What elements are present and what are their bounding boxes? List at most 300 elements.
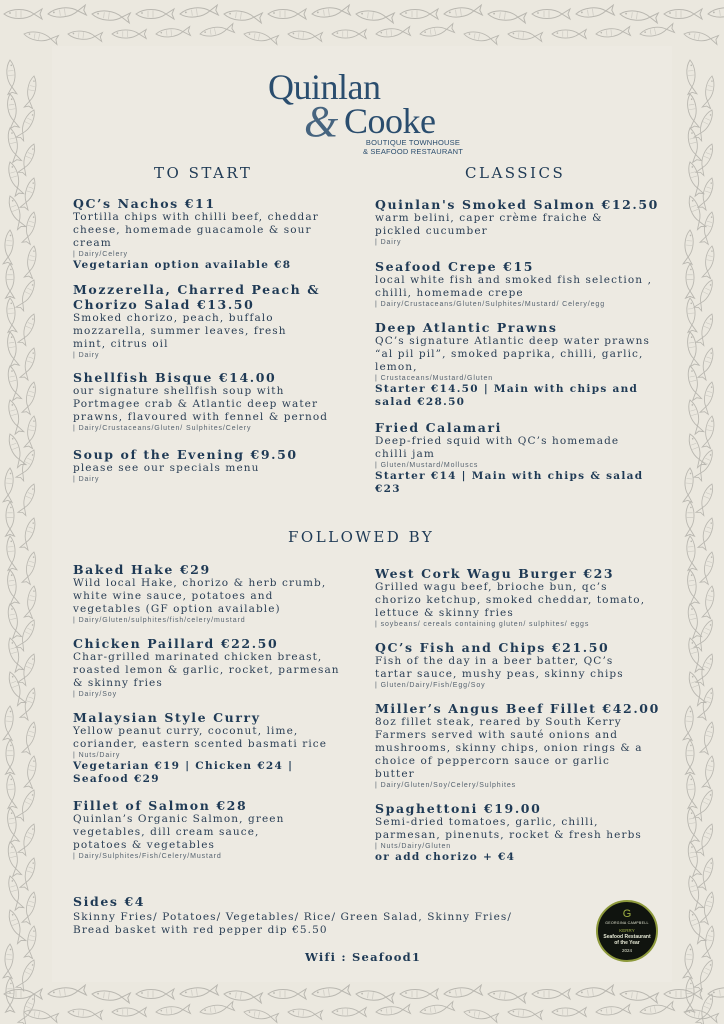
item-name: Chicken Paillard €22.50 (73, 636, 279, 651)
fish-decoration (686, 127, 702, 162)
fish-decoration (686, 194, 706, 229)
award-badge (596, 900, 658, 962)
fish-decoration (552, 1008, 586, 1017)
menu-item (73, 562, 368, 625)
fish-decoration (355, 9, 394, 23)
fish-decoration (686, 637, 704, 672)
desc-line: mint, citrus oil (73, 338, 169, 350)
menu-item (73, 710, 368, 786)
item-allergens: | Dairy/Crustaceans/Gluten/ Sulphites/Celery (73, 425, 252, 432)
desc-line: tartar sauce, mushy peas, skinny chips (375, 668, 624, 680)
fish-decoration (683, 468, 694, 503)
logo-subtitle (358, 138, 468, 156)
item-name: Seafood Crepe €15 (375, 259, 535, 274)
fish-decoration (24, 415, 38, 448)
fish-decoration (686, 603, 702, 638)
fish-decoration (332, 1008, 366, 1017)
desc-line: cheese, homemade guacamole & sour (73, 224, 312, 236)
fish-decoration (702, 755, 716, 788)
fish-decoration (47, 5, 86, 19)
item-option: Starter €14 | Main with chips & salad (375, 470, 644, 482)
followed-left-column (73, 562, 368, 861)
item-name: Quinlan's Smoked Salmon €12.50 (375, 197, 659, 212)
menu-item (375, 320, 675, 409)
fish-decoration (6, 978, 15, 1012)
fish-decoration (156, 27, 191, 39)
item-allergens: | Dairy/Celery (73, 251, 128, 258)
desc-line: Wild local Hake, chorizo & herb crumb, (73, 577, 327, 589)
fish-decoration (47, 985, 86, 999)
desc-line: butter (375, 768, 415, 780)
desc-line: Fish of the day in a beer batter, QC’s (375, 655, 614, 667)
item-option: or add chorizo + €4 (375, 851, 516, 863)
fish-decoration (4, 9, 42, 19)
item-name: Deep Atlantic Prawns (375, 320, 558, 335)
fish-decoration (596, 1005, 631, 1017)
fish-decoration (702, 75, 716, 108)
item-option: Vegetarian €19 | Chicken €24 | (73, 760, 294, 772)
fish-decoration (575, 985, 614, 999)
fish-decoration (400, 989, 438, 999)
fish-decoration (664, 9, 702, 19)
fish-decoration (696, 992, 716, 1024)
fish-decoration (268, 989, 306, 999)
fish-decoration (508, 1008, 543, 1020)
fish-decoration (443, 985, 482, 999)
item-name: Baked Hake €29 (73, 562, 211, 577)
item-desc (73, 577, 368, 616)
fish-decoration (400, 9, 438, 19)
fish-decoration (199, 24, 234, 39)
fish-decoration (702, 585, 716, 618)
item-desc (73, 813, 368, 852)
item-option: Starter €14.50 | Main with chips and (375, 383, 639, 395)
fish-decoration (3, 706, 14, 741)
fish-decoration (112, 30, 146, 39)
desc-line: parmesan, pinenuts, rocket & fresh herbs (375, 829, 642, 841)
item-allergens: | Crustaceans/Mustard/Gluten (375, 375, 494, 382)
fish-decoration (91, 989, 130, 1003)
fish-decoration (199, 1002, 234, 1017)
award-region: KERRY (619, 928, 635, 933)
fish-decoration (686, 841, 702, 876)
desc-line: Semi-dried tomatoes, garlic, chilli, (375, 816, 599, 828)
fish-decoration (443, 5, 482, 19)
fish-decoration (311, 5, 350, 19)
item-name: Miller’s Angus Beef Fillet €42.00 (375, 701, 660, 716)
logo-quinlan: Quinlan (268, 67, 381, 107)
fish-decoration (698, 347, 716, 380)
desc-line: lemon, (375, 361, 418, 373)
desc-line: our signature shellfish soup with (73, 385, 285, 397)
fish-decoration (6, 365, 22, 400)
menu-item (73, 282, 363, 360)
logo-ampersand: & (304, 97, 339, 146)
desc-line: 8oz fillet steak, reared by South Kerry (375, 716, 622, 728)
desc-line: vegetables (GF option available) (73, 603, 281, 615)
item-allergens: | Dairy (73, 476, 100, 483)
desc-line: Farmers served with sauté onions and (375, 729, 619, 741)
item-name: Mozzerella, Charred Peach & Chorizo Salad €13.50 (73, 282, 321, 312)
sides-line: Bread basket with red pepper dip €5.50 (73, 924, 328, 936)
fish-decoration (686, 774, 697, 809)
fish-decoration (702, 415, 716, 448)
fish-decoration (223, 989, 262, 1003)
fish-decoration (700, 211, 716, 244)
item-desc (375, 212, 675, 238)
section-title-classics: CLASSICS (465, 164, 566, 182)
fish-decoration (6, 740, 15, 774)
fish-decoration (3, 468, 14, 503)
fish-decoration (6, 127, 22, 162)
fish-decoration (20, 517, 38, 550)
fish-decoration (696, 312, 716, 345)
fish-decoration (243, 1008, 278, 1023)
item-option: €23 (375, 483, 401, 495)
fish-decoration (694, 108, 716, 141)
fish-decoration (698, 857, 716, 890)
menu-item (375, 701, 675, 790)
desc-line: roasted lemon & garlic, rocket, parmesan (73, 664, 340, 676)
award-title-line2: of the Year (614, 940, 640, 946)
fish-decoration (6, 603, 22, 638)
fish-decoration (686, 365, 702, 400)
fish-decoration (686, 740, 695, 774)
fish-decoration (24, 755, 38, 788)
fish-decoration (6, 331, 20, 366)
classics-column (375, 197, 675, 496)
fish-decoration (6, 264, 15, 298)
fish-decoration (16, 788, 38, 821)
desc-line: white wine sauce, potatoes and (73, 590, 274, 602)
fish-decoration (22, 721, 38, 754)
fish-decoration (179, 5, 218, 19)
fish-decoration (6, 194, 26, 229)
item-name: Malaysian Style Curry (73, 710, 261, 725)
fish-decoration (68, 30, 103, 42)
fish-decoration (686, 93, 700, 128)
item-desc (73, 385, 363, 424)
fish-decoration (694, 448, 716, 481)
fish-decoration (6, 93, 20, 128)
fish-decoration (311, 985, 350, 999)
desc-line: local white fish and smoked fish selection , (375, 274, 653, 286)
fish-decoration (16, 448, 38, 481)
logo-cooke: Cooke (344, 101, 436, 141)
item-allergens: | Dairy (73, 352, 100, 359)
fish-decoration (20, 347, 38, 380)
desc-line: please see our specials menu (73, 462, 260, 474)
menu-item (73, 196, 363, 272)
menu-item (375, 420, 675, 496)
fish-decoration (16, 618, 38, 651)
item-desc (375, 274, 675, 300)
fish-decoration (696, 822, 716, 855)
fish-decoration (683, 230, 694, 265)
fish-decoration (22, 211, 38, 244)
fish-decoration (700, 551, 716, 584)
item-option: Vegetarian option available €8 (73, 259, 292, 271)
fish-decoration (6, 298, 17, 333)
item-desc (375, 335, 675, 374)
item-allergens: | Nuts/Dairy/Gluten (375, 843, 452, 850)
fish-decoration (696, 142, 716, 175)
desc-line: Grilled wagu beef, brioche bun, qc’s (375, 581, 608, 593)
fish-decoration (16, 108, 38, 141)
restaurant-logo (268, 66, 464, 158)
fish-decoration (16, 278, 38, 311)
fish-decoration (332, 30, 366, 39)
fish-decoration (3, 944, 14, 979)
fish-decoration (288, 1008, 323, 1020)
fish-decoration (686, 807, 700, 842)
fish-decoration (20, 177, 38, 210)
fish-decoration (686, 399, 704, 434)
fish-decoration (686, 161, 704, 196)
fish-decoration (24, 585, 38, 618)
fish-decoration (694, 618, 716, 651)
fish-decoration (6, 569, 20, 604)
menu-item (73, 636, 368, 699)
fish-decoration (243, 30, 278, 45)
desc-line: mozzarella, summer leaves, fresh (73, 325, 287, 337)
fish-decoration (16, 958, 38, 991)
fish-decoration (6, 774, 17, 809)
followed-right-column (375, 566, 675, 864)
fish-decoration (6, 908, 26, 943)
menu-item (73, 447, 363, 484)
desc-line: potatoes & vegetables (73, 839, 216, 851)
fish-decoration (686, 432, 706, 467)
fish-decoration (686, 978, 695, 1012)
fish-decoration (23, 30, 58, 45)
award-title-line1: Seafood Restaurant (603, 934, 651, 940)
desc-line: warm belini, caper crème fraiche & (375, 212, 603, 224)
desc-line: cream (73, 237, 112, 249)
desc-line: chilli jam (375, 448, 435, 460)
fish-decoration (686, 502, 695, 536)
fish-decoration (686, 298, 697, 333)
fish-decoration (686, 569, 700, 604)
fish-decoration (22, 381, 38, 414)
fish-decoration (288, 30, 323, 42)
fish-decoration (700, 721, 716, 754)
item-allergens: | Dairy/Soy (73, 691, 118, 698)
fish-decoration (698, 687, 716, 720)
fish-decoration (6, 875, 24, 910)
fish-decoration (6, 502, 15, 536)
fish-decoration (6, 161, 24, 196)
fish-decoration (702, 925, 716, 958)
fish-decoration (686, 264, 695, 298)
fish-decoration (6, 60, 17, 95)
fish-decoration (686, 908, 706, 943)
award-org: GEORGINA CAMPBELL (605, 921, 649, 925)
fish-decoration (6, 637, 24, 672)
sides-line: Skinny Fries/ Potatoes/ Vegetables/ Rice/ Green Salad, Skinny Fries/ (73, 911, 513, 923)
fish-decoration (694, 958, 716, 991)
item-desc (375, 581, 675, 620)
fish-decoration (683, 706, 694, 741)
fish-decoration (639, 24, 674, 39)
fish-decoration (6, 536, 17, 571)
sides-title: Sides €4 (73, 894, 146, 909)
desc-line: mushrooms, skinny chips, onion rings & a (375, 742, 643, 754)
item-allergens: | Dairy (375, 239, 402, 246)
fish-decoration (6, 807, 20, 842)
desc-line: choice of peppercorn sauce or garlic (375, 755, 610, 767)
item-allergens: | Dairy/Gluten/sulphites/fish/celery/mustard (73, 617, 246, 624)
fish-decoration (22, 551, 38, 584)
fish-decoration (23, 1008, 58, 1023)
fish-decoration (18, 482, 38, 515)
item-desc (375, 435, 675, 461)
fish-decoration (508, 30, 543, 42)
fish-decoration (68, 1008, 103, 1020)
fish-decoration (18, 992, 38, 1024)
fish-decoration (696, 482, 716, 515)
fish-decoration (355, 989, 394, 1003)
fish-decoration (702, 245, 716, 278)
desc-line: & skinny fries (73, 677, 163, 689)
fish-decoration (18, 822, 38, 855)
item-name: Shellfish Bisque €14.00 (73, 370, 277, 385)
fish-decoration (700, 381, 716, 414)
desc-line: Quinlan’s Organic Salmon, green (73, 813, 285, 825)
item-name: QC’s Fish and Chips €21.50 (375, 640, 610, 655)
item-option: salad €28.50 (375, 396, 466, 408)
item-name: Spaghettoni €19.00 (375, 801, 542, 816)
fish-decoration (24, 245, 38, 278)
item-desc (375, 655, 675, 681)
desc-line: Yellow peanut curry, coconut, lime, (73, 725, 299, 737)
desc-line: chorizo ketchup, smoked cheddar, tomato, (375, 594, 646, 606)
fish-decoration (136, 9, 174, 19)
fish-decoration (639, 1002, 674, 1017)
menu-item (375, 259, 675, 309)
desc-line: lettuce & skinny fries (375, 607, 514, 619)
fish-decoration (6, 670, 26, 705)
fish-decoration (683, 30, 718, 45)
item-desc (73, 651, 368, 690)
award-title (598, 934, 656, 946)
fish-decoration (683, 1008, 718, 1023)
item-allergens: | Dairy/Gluten/Soy/Celery/Sulphites (375, 782, 517, 789)
fish-decoration (6, 432, 26, 467)
fish-decoration (698, 177, 716, 210)
fish-decoration (179, 985, 218, 999)
desc-line: Smoked chorizo, peach, buffalo (73, 312, 274, 324)
item-desc (375, 816, 675, 842)
award-logo-mark: G (622, 908, 632, 920)
fish-decoration (18, 142, 38, 175)
sides-list (73, 911, 573, 937)
menu-item (375, 566, 675, 629)
item-allergens: | Dairy/Crustaceans/Gluten/Sulphites/Mustard/ Celery/egg (375, 301, 606, 308)
fish-decoration (136, 989, 174, 999)
fish-decoration (22, 891, 38, 924)
item-name: Soup of the Evening €9.50 (73, 447, 298, 462)
fish-decoration (532, 9, 570, 19)
fish-decoration (694, 278, 716, 311)
item-name: Fried Calamari (375, 420, 502, 435)
fish-decoration (156, 1005, 191, 1017)
fish-decoration (683, 944, 694, 979)
menu-item (375, 640, 675, 690)
menu-item (375, 197, 675, 247)
fish-decoration (664, 989, 702, 999)
desc-line: Tortilla chips with chilli beef, cheddar (73, 211, 319, 223)
fish-decoration (463, 1008, 498, 1023)
item-name: West Cork Wagu Burger €23 (375, 566, 615, 581)
fish-decoration (698, 517, 716, 550)
desc-line: QC’s signature Atlantic deep water prawns (375, 335, 651, 347)
fish-decoration (686, 670, 706, 705)
fish-decoration (419, 1002, 454, 1017)
menu-item (73, 370, 363, 433)
desc-line: pickled cucumber (375, 225, 488, 237)
desc-line: chilli, homemade crepe (375, 287, 524, 299)
fish-decoration (686, 60, 697, 95)
fish-decoration (112, 1008, 146, 1017)
fish-decoration (6, 399, 24, 434)
fish-decoration (376, 1005, 411, 1017)
item-name: QC’s Nachos €11 (73, 196, 216, 211)
logo-subtitle-line1: BOUTIQUE TOWNHOUSE (365, 138, 461, 147)
item-name: Fillet of Salmon €28 (73, 798, 248, 813)
desc-line: Portmagee crab & Atlantic deep water (73, 398, 319, 410)
desc-line: “al pil pil”, smoked paprika, chilli, garlic, (375, 348, 644, 360)
fish-decoration (419, 24, 454, 39)
fish-decoration (268, 9, 306, 19)
desc-line: vegetables, dill cream sauce, (73, 826, 260, 838)
fish-decoration (532, 989, 570, 999)
item-desc (73, 725, 368, 751)
item-allergens: | soybeans/ cereals containing gluten/ sulphites/ eggs (375, 621, 590, 628)
fish-decoration (223, 9, 262, 23)
item-allergens: | Gluten/Dairy/Fish/Egg/Soy (375, 682, 486, 689)
fish-decoration (18, 652, 38, 685)
fish-decoration (552, 30, 586, 39)
fish-decoration (707, 985, 724, 999)
item-option: Seafood €29 (73, 773, 160, 785)
fish-decoration (3, 230, 14, 265)
fish-decoration (700, 891, 716, 924)
section-title-to-start: TO START (154, 164, 253, 182)
fish-decoration (686, 331, 700, 366)
fish-decoration (596, 27, 631, 39)
item-desc (73, 462, 363, 475)
fish-decoration (20, 687, 38, 720)
fish-decoration (686, 536, 697, 571)
menu-item (375, 801, 675, 864)
fish-decoration (4, 989, 42, 999)
item-allergens: | Nuts/Dairy (73, 752, 121, 759)
fish-decoration (686, 875, 704, 910)
fish-decoration (463, 30, 498, 45)
fish-decoration (694, 788, 716, 821)
item-allergens: | Dairy/Sulphites/Fish/Celery/Mustard (73, 853, 222, 860)
desc-line: prawns, flavoured with fennel & pernod (73, 411, 329, 423)
fish-decoration (487, 989, 526, 1003)
item-desc (375, 716, 675, 781)
desc-line: coriander, eastern scented basmati rice (73, 738, 328, 750)
item-desc (73, 312, 363, 351)
item-allergens: | Gluten/Mustard/Molluscs (375, 462, 479, 469)
fish-decoration (707, 5, 724, 19)
fish-decoration (376, 27, 411, 39)
fish-decoration (575, 5, 614, 19)
